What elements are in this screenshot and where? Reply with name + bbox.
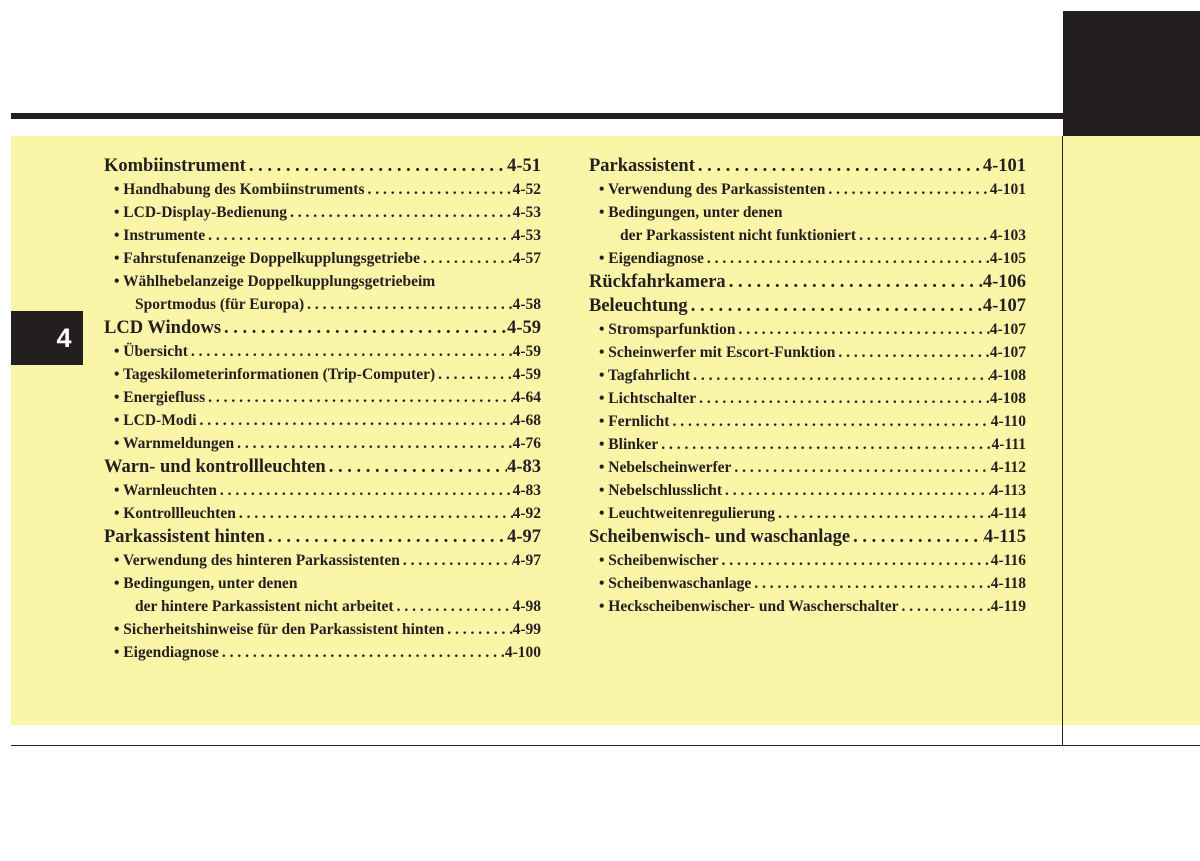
toc-entry-title: • Sicherheitshinweise für den Parkassistent hinten xyxy=(114,621,445,638)
toc-entry-title: • Bedingungen, unter denen xyxy=(114,575,298,592)
toc-section-entry[interactable] xyxy=(589,525,1026,549)
toc-entry-title: • Scheibenwischer xyxy=(599,552,719,569)
toc-page-number: 4-83 xyxy=(507,457,541,477)
toc-subsection-entry[interactable] xyxy=(104,201,541,224)
toc-page-number: 4-68 xyxy=(512,412,541,429)
toc-page-number: 4-101 xyxy=(989,181,1026,198)
toc-page-number: 4-108 xyxy=(989,390,1026,407)
toc-subsection-entry[interactable] xyxy=(104,595,541,618)
toc-subsection-entry[interactable] xyxy=(104,340,541,363)
toc-entry-title: Beleuchtung xyxy=(589,296,688,316)
toc-left-column xyxy=(104,154,541,664)
toc-entry-title: • Wählhebelanzeige Doppelkupplungsgetriebeim xyxy=(114,273,436,290)
dot-leader xyxy=(751,572,990,595)
toc-page-number: 4-53 xyxy=(512,227,541,244)
toc-page-number: 4-64 xyxy=(512,389,541,406)
toc-page-number: 4-99 xyxy=(512,621,541,638)
toc-page-number: 4-108 xyxy=(989,367,1026,384)
toc-page-number: 4-111 xyxy=(991,436,1026,453)
dot-leader xyxy=(304,293,512,316)
toc-entry-title: Scheibenwisch- und waschanlage xyxy=(589,527,851,547)
dot-leader xyxy=(696,387,990,410)
toc-entry-title: • Nebelscheinwerfer xyxy=(599,459,732,476)
toc-entry-title: Kombiinstrument xyxy=(104,156,246,176)
toc-page-number: 4-103 xyxy=(989,227,1026,244)
toc-entry-title: • Übersicht xyxy=(114,343,188,360)
dot-leader xyxy=(825,178,989,201)
toc-page-number: 4-115 xyxy=(983,527,1026,547)
dot-leader xyxy=(219,641,505,664)
dot-leader xyxy=(704,247,990,270)
toc-entry-title: • Handhabung des Kombiinstruments xyxy=(114,181,365,198)
toc-right-column xyxy=(589,154,1026,618)
toc-subsection-entry[interactable] xyxy=(104,363,541,386)
toc-subsection-entry[interactable] xyxy=(589,479,1026,502)
dot-leader xyxy=(669,410,990,433)
toc-page-number: 4-97 xyxy=(507,527,541,547)
toc-page-number: 4-52 xyxy=(512,181,541,198)
dot-leader xyxy=(695,154,983,178)
toc-page-number: 4-100 xyxy=(504,644,541,661)
toc-page-number: 4-116 xyxy=(990,552,1026,569)
toc-subsection-entry[interactable] xyxy=(104,618,541,641)
toc-subsection-entry[interactable] xyxy=(104,247,541,270)
toc-subsection-entry[interactable] xyxy=(589,178,1026,201)
dot-leader xyxy=(394,595,513,618)
toc-page-number: 4-101 xyxy=(982,156,1026,176)
toc-entry-title: • Kontrollleuchten xyxy=(114,505,236,522)
toc-subsection-entry[interactable] xyxy=(589,341,1026,364)
toc-entry-title: • Warnmeldungen xyxy=(114,435,235,452)
dot-leader xyxy=(205,224,512,247)
dot-leader xyxy=(188,340,513,363)
dot-leader xyxy=(719,549,991,572)
dot-leader xyxy=(726,270,983,294)
header-rule xyxy=(11,113,1063,119)
toc-section-entry[interactable] xyxy=(104,316,541,340)
dot-leader xyxy=(400,549,513,572)
toc-page-number: 4-53 xyxy=(512,204,541,221)
toc-page-number: 4-97 xyxy=(512,552,541,569)
toc-entry-title: • Fahrstufenanzeige Doppelkupplungsgetriebe xyxy=(114,250,420,267)
dot-leader xyxy=(246,154,507,178)
footer-rule xyxy=(11,745,1200,746)
toc-subsection-entry[interactable] xyxy=(589,318,1026,341)
toc-page-number: 4-107 xyxy=(982,296,1026,316)
chapter-tab[interactable]: 4 xyxy=(11,311,83,365)
toc-subsection-entry[interactable] xyxy=(104,479,541,502)
toc-entry-title: • Heckscheibenwischer- und Wascherschalter xyxy=(599,598,899,615)
toc-entry-title: • Warnleuchten xyxy=(114,482,217,499)
dot-leader xyxy=(265,525,507,549)
toc-page-number: 4-110 xyxy=(990,413,1026,430)
dot-leader xyxy=(287,201,513,224)
toc-subsection-entry[interactable] xyxy=(104,293,541,316)
toc-page-number: 4-107 xyxy=(989,321,1026,338)
toc-entry-title: Warn- und kontrollleuchten xyxy=(104,457,326,477)
toc-subsection-entry[interactable] xyxy=(104,409,541,432)
toc-entry-title: • Tageskilometerinformationen (Trip-Computer) xyxy=(114,366,436,383)
dot-leader xyxy=(205,386,512,409)
toc-entry-title: • Nebelschlusslicht xyxy=(599,482,722,499)
toc-subsection-entry[interactable] xyxy=(589,595,1026,618)
toc-subsection-entry[interactable] xyxy=(104,549,541,572)
toc-entry-title: Parkassistent hinten xyxy=(104,527,265,547)
toc-subsection-entry[interactable] xyxy=(104,432,541,455)
toc-page-number: 4-59 xyxy=(507,318,541,338)
toc-subsection-entry[interactable] xyxy=(104,572,541,595)
dot-leader xyxy=(236,502,513,525)
toc-entry-title: • Scheibenwaschanlage xyxy=(599,575,752,592)
toc-subsection-entry[interactable] xyxy=(104,386,541,409)
toc-subsection-entry[interactable] xyxy=(589,572,1026,595)
toc-section-entry[interactable] xyxy=(589,294,1026,318)
dot-leader xyxy=(898,595,990,618)
dot-leader xyxy=(731,456,990,479)
toc-entry-title: • LCD-Display-Bedienung xyxy=(114,204,287,221)
toc-page-number: 4-105 xyxy=(989,250,1026,267)
dot-leader xyxy=(221,316,507,340)
dot-leader xyxy=(217,479,513,502)
dot-leader xyxy=(444,618,512,641)
toc-entry-title: • Instrumente xyxy=(114,227,206,244)
toc-subsection-entry[interactable] xyxy=(104,224,541,247)
toc-subsection-entry[interactable] xyxy=(589,456,1026,479)
toc-subsection-entry[interactable] xyxy=(589,502,1026,525)
toc-page-number: 4-113 xyxy=(990,482,1026,499)
toc-page-number: 4-118 xyxy=(990,575,1026,592)
toc-page-number: 4-98 xyxy=(512,598,541,615)
toc-section-entry[interactable] xyxy=(104,525,541,549)
toc-entry-title: • Eigendiagnose xyxy=(599,250,704,267)
dot-leader xyxy=(435,363,512,386)
toc-page-number: 4-112 xyxy=(990,459,1026,476)
toc-page-number: 4-59 xyxy=(512,343,541,360)
dot-leader xyxy=(736,318,990,341)
toc-section-entry[interactable] xyxy=(104,154,541,178)
toc-page-number: 4-51 xyxy=(507,156,541,176)
toc-entry-title: • Energiefluss xyxy=(114,389,206,406)
dot-leader xyxy=(234,432,512,455)
toc-page-number: 4-107 xyxy=(989,344,1026,361)
toc-entry-title: • Verwendung des hinteren Parkassistenten xyxy=(114,552,400,569)
toc-subsection-entry[interactable] xyxy=(589,433,1026,456)
toc-page-number: 4-114 xyxy=(990,505,1026,522)
toc-subsection-entry[interactable] xyxy=(589,410,1026,433)
toc-page-number: 4-119 xyxy=(990,598,1026,615)
toc-entry-title: • Tagfahrlicht xyxy=(599,367,691,384)
toc-page-number: 4-57 xyxy=(512,250,541,267)
toc-subsection-entry[interactable] xyxy=(589,387,1026,410)
toc-entry-title: LCD Windows xyxy=(104,318,222,338)
toc-entry-title: • Verwendung des Parkassistenten xyxy=(599,181,826,198)
toc-entry-title: • Scheinwerfer mit Escort-Funktion xyxy=(599,344,836,361)
toc-entry-title: • Lichtschalter xyxy=(599,390,697,407)
dot-leader xyxy=(658,433,991,456)
toc-entry-title: • Blinker xyxy=(599,436,659,453)
dot-leader xyxy=(326,455,507,479)
toc-entry-title: • Stromsparfunktion xyxy=(599,321,736,338)
dot-leader xyxy=(850,525,984,549)
toc-subsection-entry[interactable] xyxy=(104,178,541,201)
toc-section-entry[interactable] xyxy=(104,455,541,479)
toc-subsection-entry[interactable] xyxy=(104,641,541,664)
toc-entry-title: • LCD-Modi xyxy=(114,412,197,429)
toc-subsection-entry[interactable] xyxy=(589,364,1026,387)
toc-entry-title: Rückfahrkamera xyxy=(589,272,726,292)
margin-divider xyxy=(1062,136,1063,745)
toc-page-number: 4-106 xyxy=(982,272,1026,292)
toc-subsection-entry[interactable] xyxy=(589,224,1026,247)
dot-leader xyxy=(690,364,990,387)
toc-subsection-entry[interactable] xyxy=(589,549,1026,572)
toc-entry-title: • Bedingungen, unter denen xyxy=(599,204,783,221)
chapter-corner-block xyxy=(1063,11,1200,136)
toc-subsection-entry[interactable] xyxy=(104,502,541,525)
toc-page-number: 4-58 xyxy=(512,296,541,313)
toc-entry-title: • Fernlicht xyxy=(599,413,670,430)
dot-leader xyxy=(420,247,513,270)
toc-entry-title: • Leuchtweitenregulierung xyxy=(599,505,776,522)
dot-leader xyxy=(197,409,513,432)
dot-leader xyxy=(688,294,983,318)
toc-subsection-entry[interactable] xyxy=(589,201,1026,224)
toc-page-number: 4-59 xyxy=(512,366,541,383)
toc-section-entry[interactable] xyxy=(589,154,1026,178)
toc-entry-title: • Eigendiagnose xyxy=(114,644,219,661)
toc-entry-title: Sportmodus (für Europa) xyxy=(135,296,305,313)
toc-subsection-entry[interactable] xyxy=(589,247,1026,270)
toc-page-number: 4-92 xyxy=(512,505,541,522)
toc-section-entry[interactable] xyxy=(589,270,1026,294)
dot-leader xyxy=(856,224,990,247)
toc-entry-title: der hintere Parkassistent nicht arbeitet xyxy=(135,598,394,615)
toc-subsection-entry[interactable] xyxy=(104,270,541,293)
dot-leader xyxy=(722,479,991,502)
toc-entry-title: der Parkassistent nicht funktioniert xyxy=(620,227,857,244)
toc-entry-title: Parkassistent xyxy=(589,156,695,176)
dot-leader xyxy=(364,178,512,201)
dot-leader xyxy=(775,502,991,525)
toc-page-number: 4-83 xyxy=(512,482,541,499)
dot-leader xyxy=(835,341,990,364)
toc-page-number: 4-76 xyxy=(512,435,541,452)
